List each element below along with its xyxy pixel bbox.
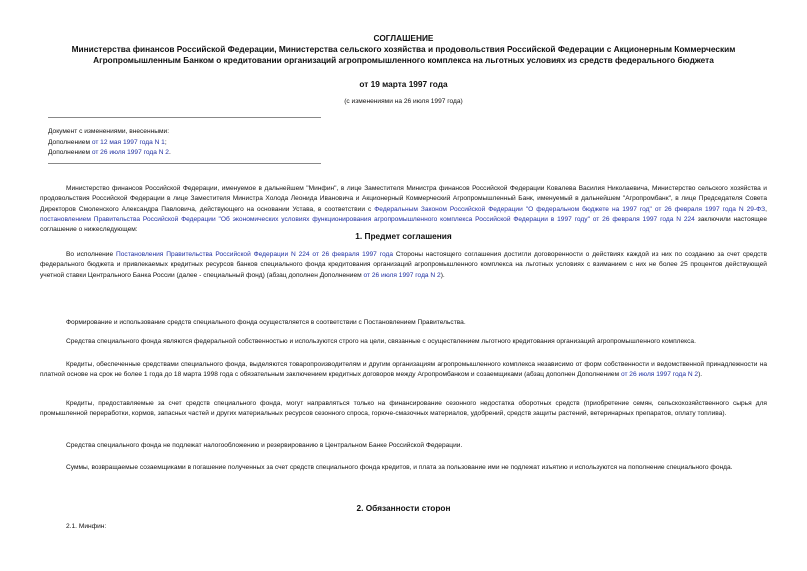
change-line-2-suffix: . bbox=[168, 149, 171, 156]
preamble-text-2: , bbox=[765, 205, 767, 213]
section-1-paragraph-3: Средства специального фонда являются федеральной собственностью и используются строго на цели, связанные с осуществлением льготного кредитования организаций агропромышленного комплекса. bbox=[66, 338, 696, 345]
amendment-note: (с изменениями на 26 июля 1997 года) bbox=[344, 98, 463, 105]
document-date: от 19 марта 1997 года bbox=[359, 79, 448, 89]
preamble-text-3: заключили настоящее соглашение о нижеследующем: bbox=[40, 215, 767, 234]
change-line-1-suffix: ; bbox=[164, 138, 167, 146]
change-link-2[interactable]: от 26 июля 1997 года N 2 bbox=[91, 149, 169, 156]
section-2-heading: 2. Обязанности сторон bbox=[356, 503, 451, 513]
section-2-item-2-1: 2.1. Минфин: bbox=[66, 523, 107, 530]
preamble-text-1: Министерство финансов Российской Федерации, именуемое в дальнейшем "Минфин", в лице Заместителя Министра финансов Российской Федерации Ковалева Василия Николаевича, Министерство сельского хозяйства и продовольствия Российской Федерации в лице Заместителя Министра Холода Леонида Ивановича и Акционерный Коммерческий Агропромышленный Банк, именуемый в дальнейшем "Агропромбанк", в лице Председателя Совета Директоров Смоленского Александра Павловича, действующего на основании Устава, в соответствии с bbox=[40, 185, 767, 213]
decree-224-link[interactable]: Постановления Правительства Российской Федерации N 224 от 26 февраля 1997 года bbox=[115, 251, 393, 258]
government-decree-link[interactable]: постановлением Правительства Российской Федерации "Об экономических условиях функционирования агропромышленного комплекса Российской Федерации в 1997 году" от 26 февраля 1997 года N 224 bbox=[40, 215, 695, 223]
change-line-2-prefix: Дополнением bbox=[48, 149, 92, 156]
s1p1-text-3: ). bbox=[440, 271, 445, 279]
s1p4-text-1: Кредиты, обеспеченные средствами специального фонда, выделяются товаропроизводителям и другим организациям агропромышленного комплекса независимо от форм собственности и ведомственной принадлежности на платной основе на срок не более 1 года до 18 марта 1998 года с обязательным заключением кредитных договоров между Агропромбанком и созаемщиками (абзац дополнен Дополнением bbox=[40, 361, 767, 379]
bottom-divider bbox=[48, 163, 321, 164]
top-divider bbox=[48, 117, 321, 118]
s1p1-text-2: Стороны настоящего соглашения достигли договоренности о действиях каждой из них по созданию за счет средств федерального бюджета и привлекаемых кредитных ресурсов банков специального фонда кредитования организаций агропромышленного комплекса на льготных условиях с взиманием с них не более 25 процентов действующей учетной ставки Центрального Банка России (далее - специальный фонд) (абзац дополнен Дополнением bbox=[40, 251, 767, 279]
change-line-1-prefix: Дополнением bbox=[48, 138, 92, 146]
preamble-paragraph bbox=[40, 184, 767, 235]
section-1-paragraph-6: Средства специального фонда не подлежат налогообложению и резервированию в Центральном Банке Российской Федерации. bbox=[66, 442, 463, 449]
supplement-2-link[interactable]: от 26 июля 1997 года N 2 bbox=[363, 271, 441, 279]
change-line-2 bbox=[48, 148, 171, 159]
section-1-paragraph-5: Кредиты, предоставляемые за счет средств специального фонда, могут направляться только на финансирование сезонного недостатка оборотных средств (приобретение семян, сельскохозяйственного сырья для промышленной переработки, кормов, запасных частей и других материальных ресурсов сезонного спроса, горюче-смазочных материалов, удобрений, средств защиты растений, ветеринарных препаратов, оплату топлива). bbox=[40, 400, 767, 418]
change-line-1 bbox=[48, 138, 171, 149]
s1p4-text-2: ). bbox=[698, 371, 703, 379]
section-1-paragraph-1 bbox=[40, 250, 767, 281]
document-title: СОГЛАШЕНИЕ bbox=[373, 33, 434, 43]
federal-law-link[interactable]: Федеральным Законом Российской Федерации "О федеральном бюджете на 1997 год" от 26 февраля 1997 года N 29-ФЗ bbox=[374, 205, 766, 213]
changes-box bbox=[48, 127, 171, 159]
section-1-paragraph-4 bbox=[40, 360, 767, 381]
supplement-2-link-b[interactable]: от 26 июля 1997 года N 2 bbox=[620, 371, 699, 379]
changes-intro: Документ с изменениями, внесенными: bbox=[48, 128, 170, 135]
change-link-1[interactable]: от 12 мая 1997 года N 1 bbox=[91, 138, 165, 146]
document-subtitle: Министерства финансов Российской Федерации, Министерства сельского хозяйства и продовольствия Российской Федерации с Акционерным Коммерческим Агропромышленным Банком о кредитовании организаций агропромышленного комплекса на льготных условиях из средств федерального бюджета bbox=[71, 44, 736, 66]
s1p1-text-1: Во исполнение bbox=[66, 251, 116, 258]
section-1-paragraph-7: Суммы, возвращаемые созаемщиками в погашение полученных за счет средств специального фонда кредитов, и плата за пользование ими не подлежат изъятию и используются на пополнение специального фонда. bbox=[66, 464, 733, 471]
section-1-heading: 1. Предмет соглашения bbox=[355, 231, 452, 241]
section-1-paragraph-2: Формирование и использование средств специального фонда осуществляется в соответствии с Постановлением Правительства. bbox=[66, 319, 466, 326]
